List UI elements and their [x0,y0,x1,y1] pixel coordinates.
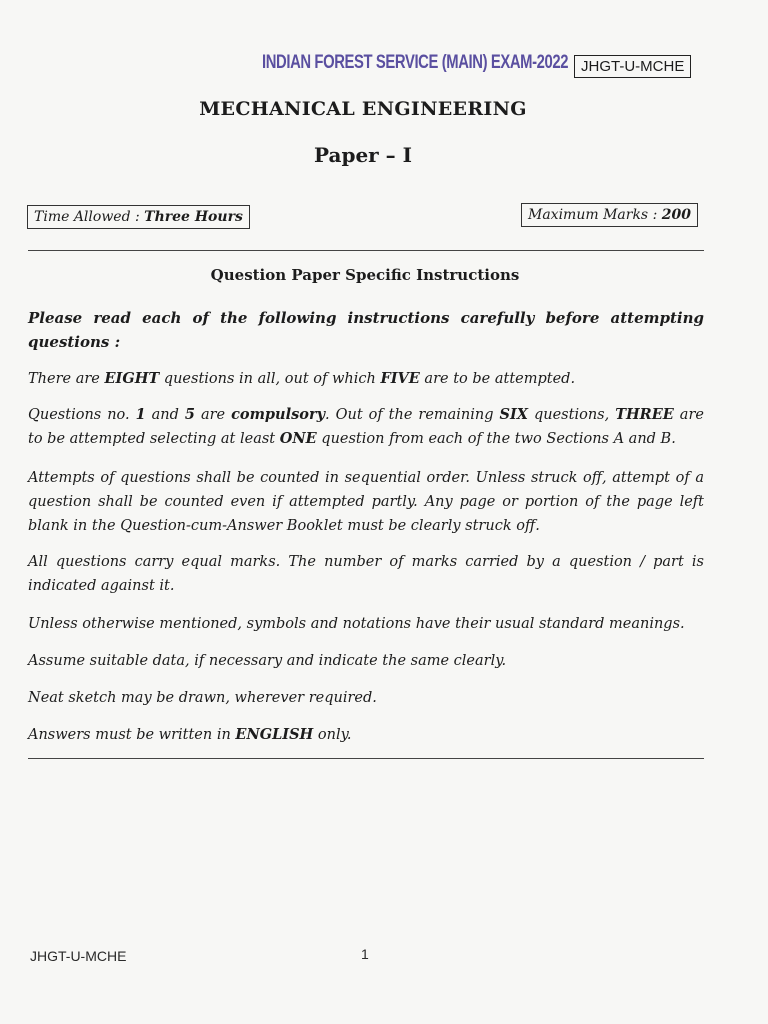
time-allowed-label: Time Allowed : [34,209,145,225]
instructions-heading: Question Paper Specific Instructions [210,266,520,284]
exam-stamp: INDIAN FOREST SERVICE (MAIN) EXAM-2022 [262,52,569,73]
text-segment: questions in all, out of which [159,371,381,387]
text-segment: are [194,407,232,423]
instruction-assume-data: Assume suitable data, if necessary and indicate the same clearly. [28,653,507,669]
text-segment-bold: ONE [279,430,317,447]
instruction-question-count [28,367,704,391]
text-segment-bold: THREE [615,406,674,423]
bottom-divider [28,758,704,759]
time-allowed-value: Three Hours [144,209,243,225]
paper-code-box: JHGT-U-MCHE [574,55,691,78]
text-segment: and [145,407,185,423]
text-segment: are to be attempted selecting at least [28,407,704,447]
text-segment-bold: EIGHT [104,370,160,387]
maximum-marks-label: Maximum Marks : [528,207,662,223]
text-segment: Answers must be written in [28,727,236,743]
text-segment-bold: ENGLISH [235,726,314,743]
text-segment: questions, [528,407,616,423]
text-segment-bold: 5 [184,406,195,423]
instruction-language [28,723,704,747]
maximum-marks-value: 200 [661,207,691,223]
text-segment: There are [28,371,105,387]
top-divider [28,250,704,251]
subject-title: MECHANICAL ENGINEERING [199,98,527,120]
text-segment: . Out of the remaining [325,407,500,423]
text-segment-bold: SIX [499,406,529,423]
maximum-marks-box [521,203,698,227]
text-segment: question from each of the two Sections A and B. [316,431,676,447]
instruction-sketch: Neat sketch may be drawn, wherever required. [28,690,377,706]
text-segment: are to be attempted. [419,371,576,387]
paper-number: Paper – I [314,143,412,167]
footer-paper-code: JHGT-U-MCHE [30,948,127,964]
text-segment-bold: 1 [135,406,146,423]
instruction-symbols: Unless otherwise mentioned, symbols and notations have their usual standard meanings. [28,616,685,632]
text-segment-bold: compulsory [231,406,326,423]
instructions-lead: Please read each of the following instructions carefully before attempting questions : [28,309,704,351]
page-number: 1 [361,946,369,962]
text-segment: Questions no. [28,407,136,423]
instruction-compulsory-questions [28,403,704,451]
time-allowed-box [27,205,250,229]
text-segment: only. [313,727,352,743]
text-segment-bold: FIVE [380,370,420,387]
instruction-equal-marks: All questions carry equal marks. The number of marks carried by a question / part is indicated against it. [28,554,704,594]
instruction-attempt-order: Attempts of questions shall be counted in sequential order. Unless struck off, attempt of a question shall be counted even if attempted partly. Any page or portion of the page left blank in the Question-cum-Answer Booklet must be clearly struck off. [28,470,704,534]
